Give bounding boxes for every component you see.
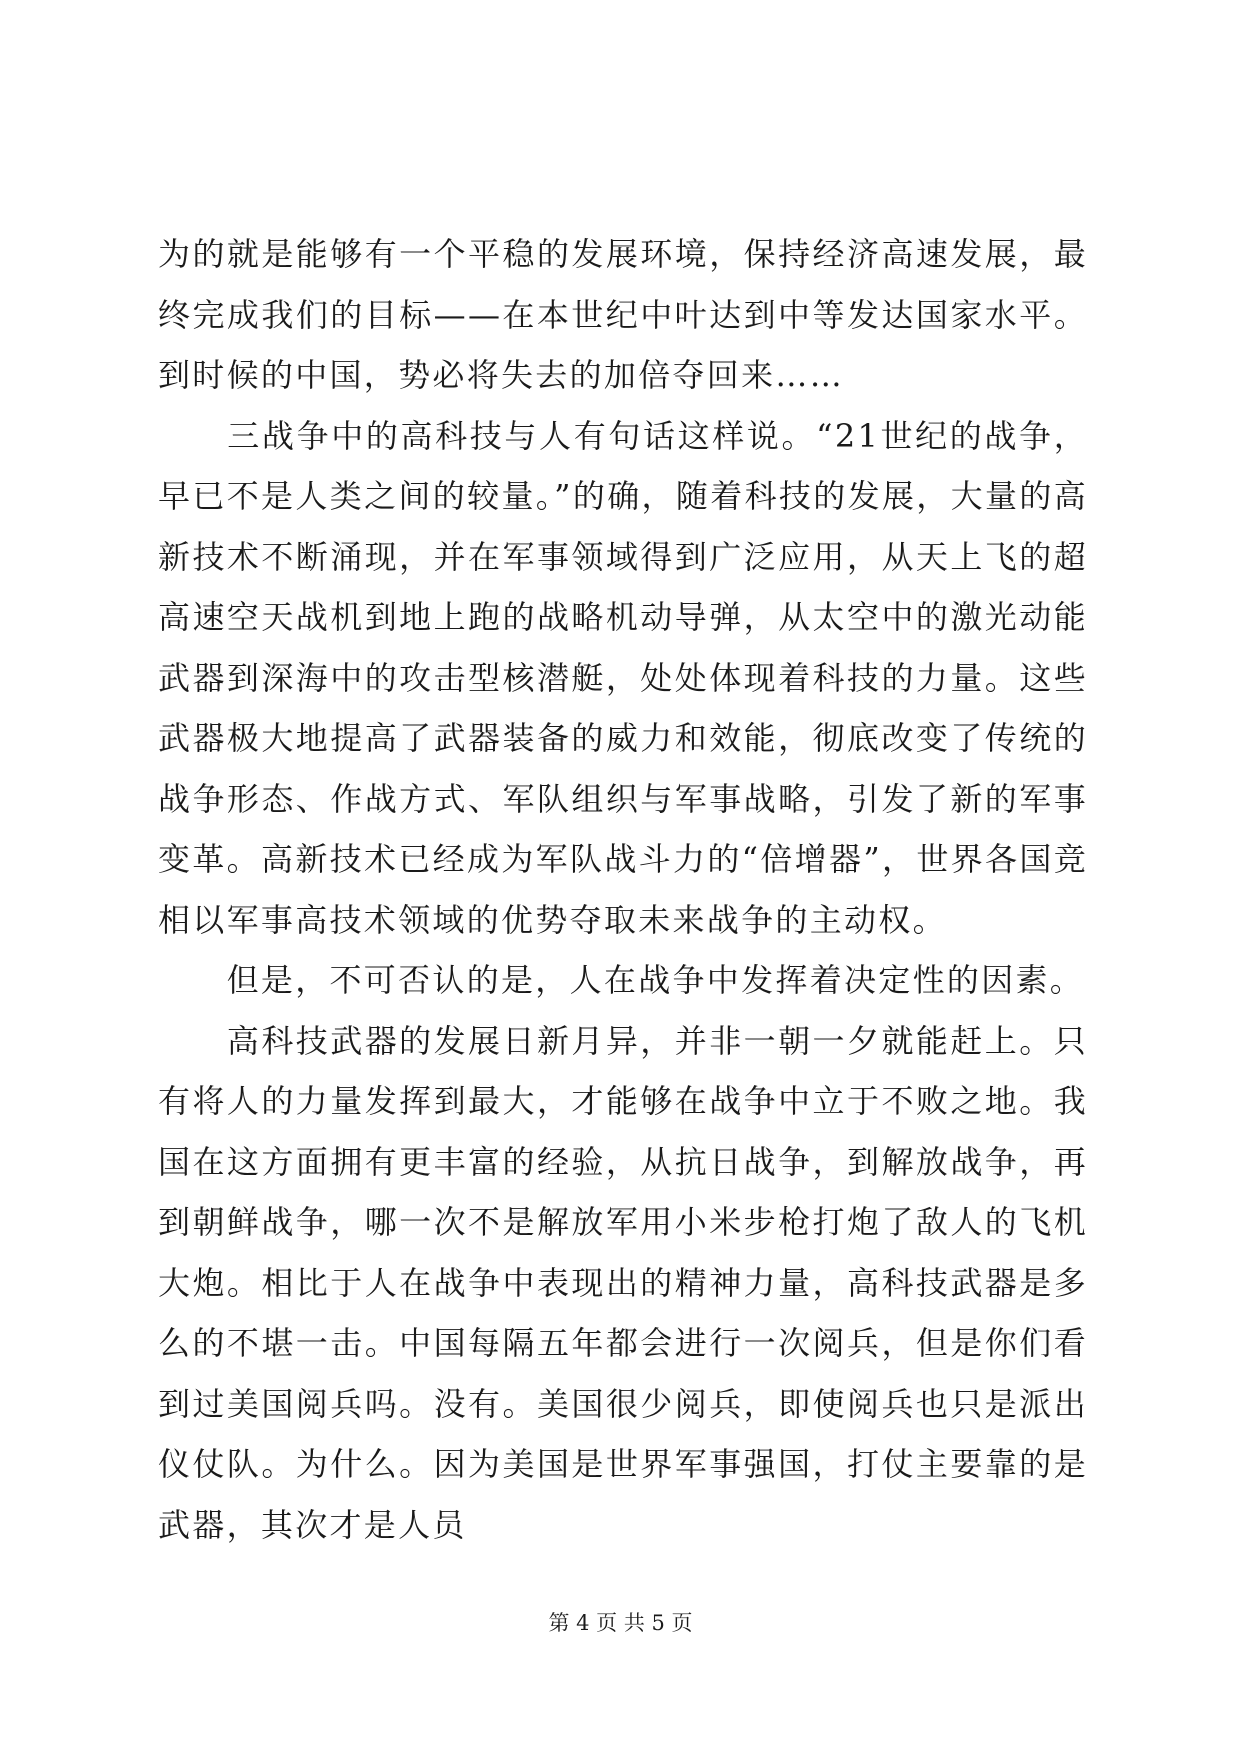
paragraph-1: 为的就是能够有一个平稳的发展环境，保持经济高速发展，最终完成我们的目标——在本世纪中叶达到中等发达国家水平。到时候的中国，势必将失去的加倍夺回来…… xyxy=(158,235,1088,394)
paragraph-4: 高科技武器的发展日新月异，并非一朝一夕就能赶上。只有将人的力量发挥到最大，才能够在战争中立于不败之地。我国在这方面拥有更丰富的经验，从抗日战争，到解放战争，再到朝鲜战争，哪一次不是解放军用小米步枪打炮了敌人的飞机大炮。相比于人在战争中表现出的精神力量，高科技武器是多么的不堪一击。中国每隔五年都会进行一次阅兵，但是你们看到过美国阅兵吗。没有。美国很少阅兵，即使阅兵也只是派出仪仗队。为什么。因为美国是世界军事强国，打仗主要靠的是武器，其次才是人员 xyxy=(158,1021,1088,1544)
document-body xyxy=(158,224,1088,1555)
page-footer: 第 4 页 共 5 页 xyxy=(548,1611,693,1635)
paragraph-2: 三战争中的高科技与人有句话这样说。“21世纪的战争，早已不是人类之间的较量。”的确，随着科技的发展，大量的高新技术不断涌现，并在军事领域得到广泛应用，从天上飞的超高速空天战机到地上跑的战略机动导弹，从太空中的激光动能武器到深海中的攻击型核潜艇，处处体现着科技的力量。这些武器极大地提高了武器装备的威力和效能，彻底改变了传统的战争形态、作战方式、军队组织与军事战略，引发了新的军事变革。高新技术已经成为军队战斗力的“倍增器”，世界各国竞相以军事高技术领域的优势夺取未来战争的主动权。 xyxy=(158,416,1088,939)
paragraph-3: 但是，不可否认的是，人在战争中发挥着决定性的因素。 xyxy=(158,961,1085,999)
